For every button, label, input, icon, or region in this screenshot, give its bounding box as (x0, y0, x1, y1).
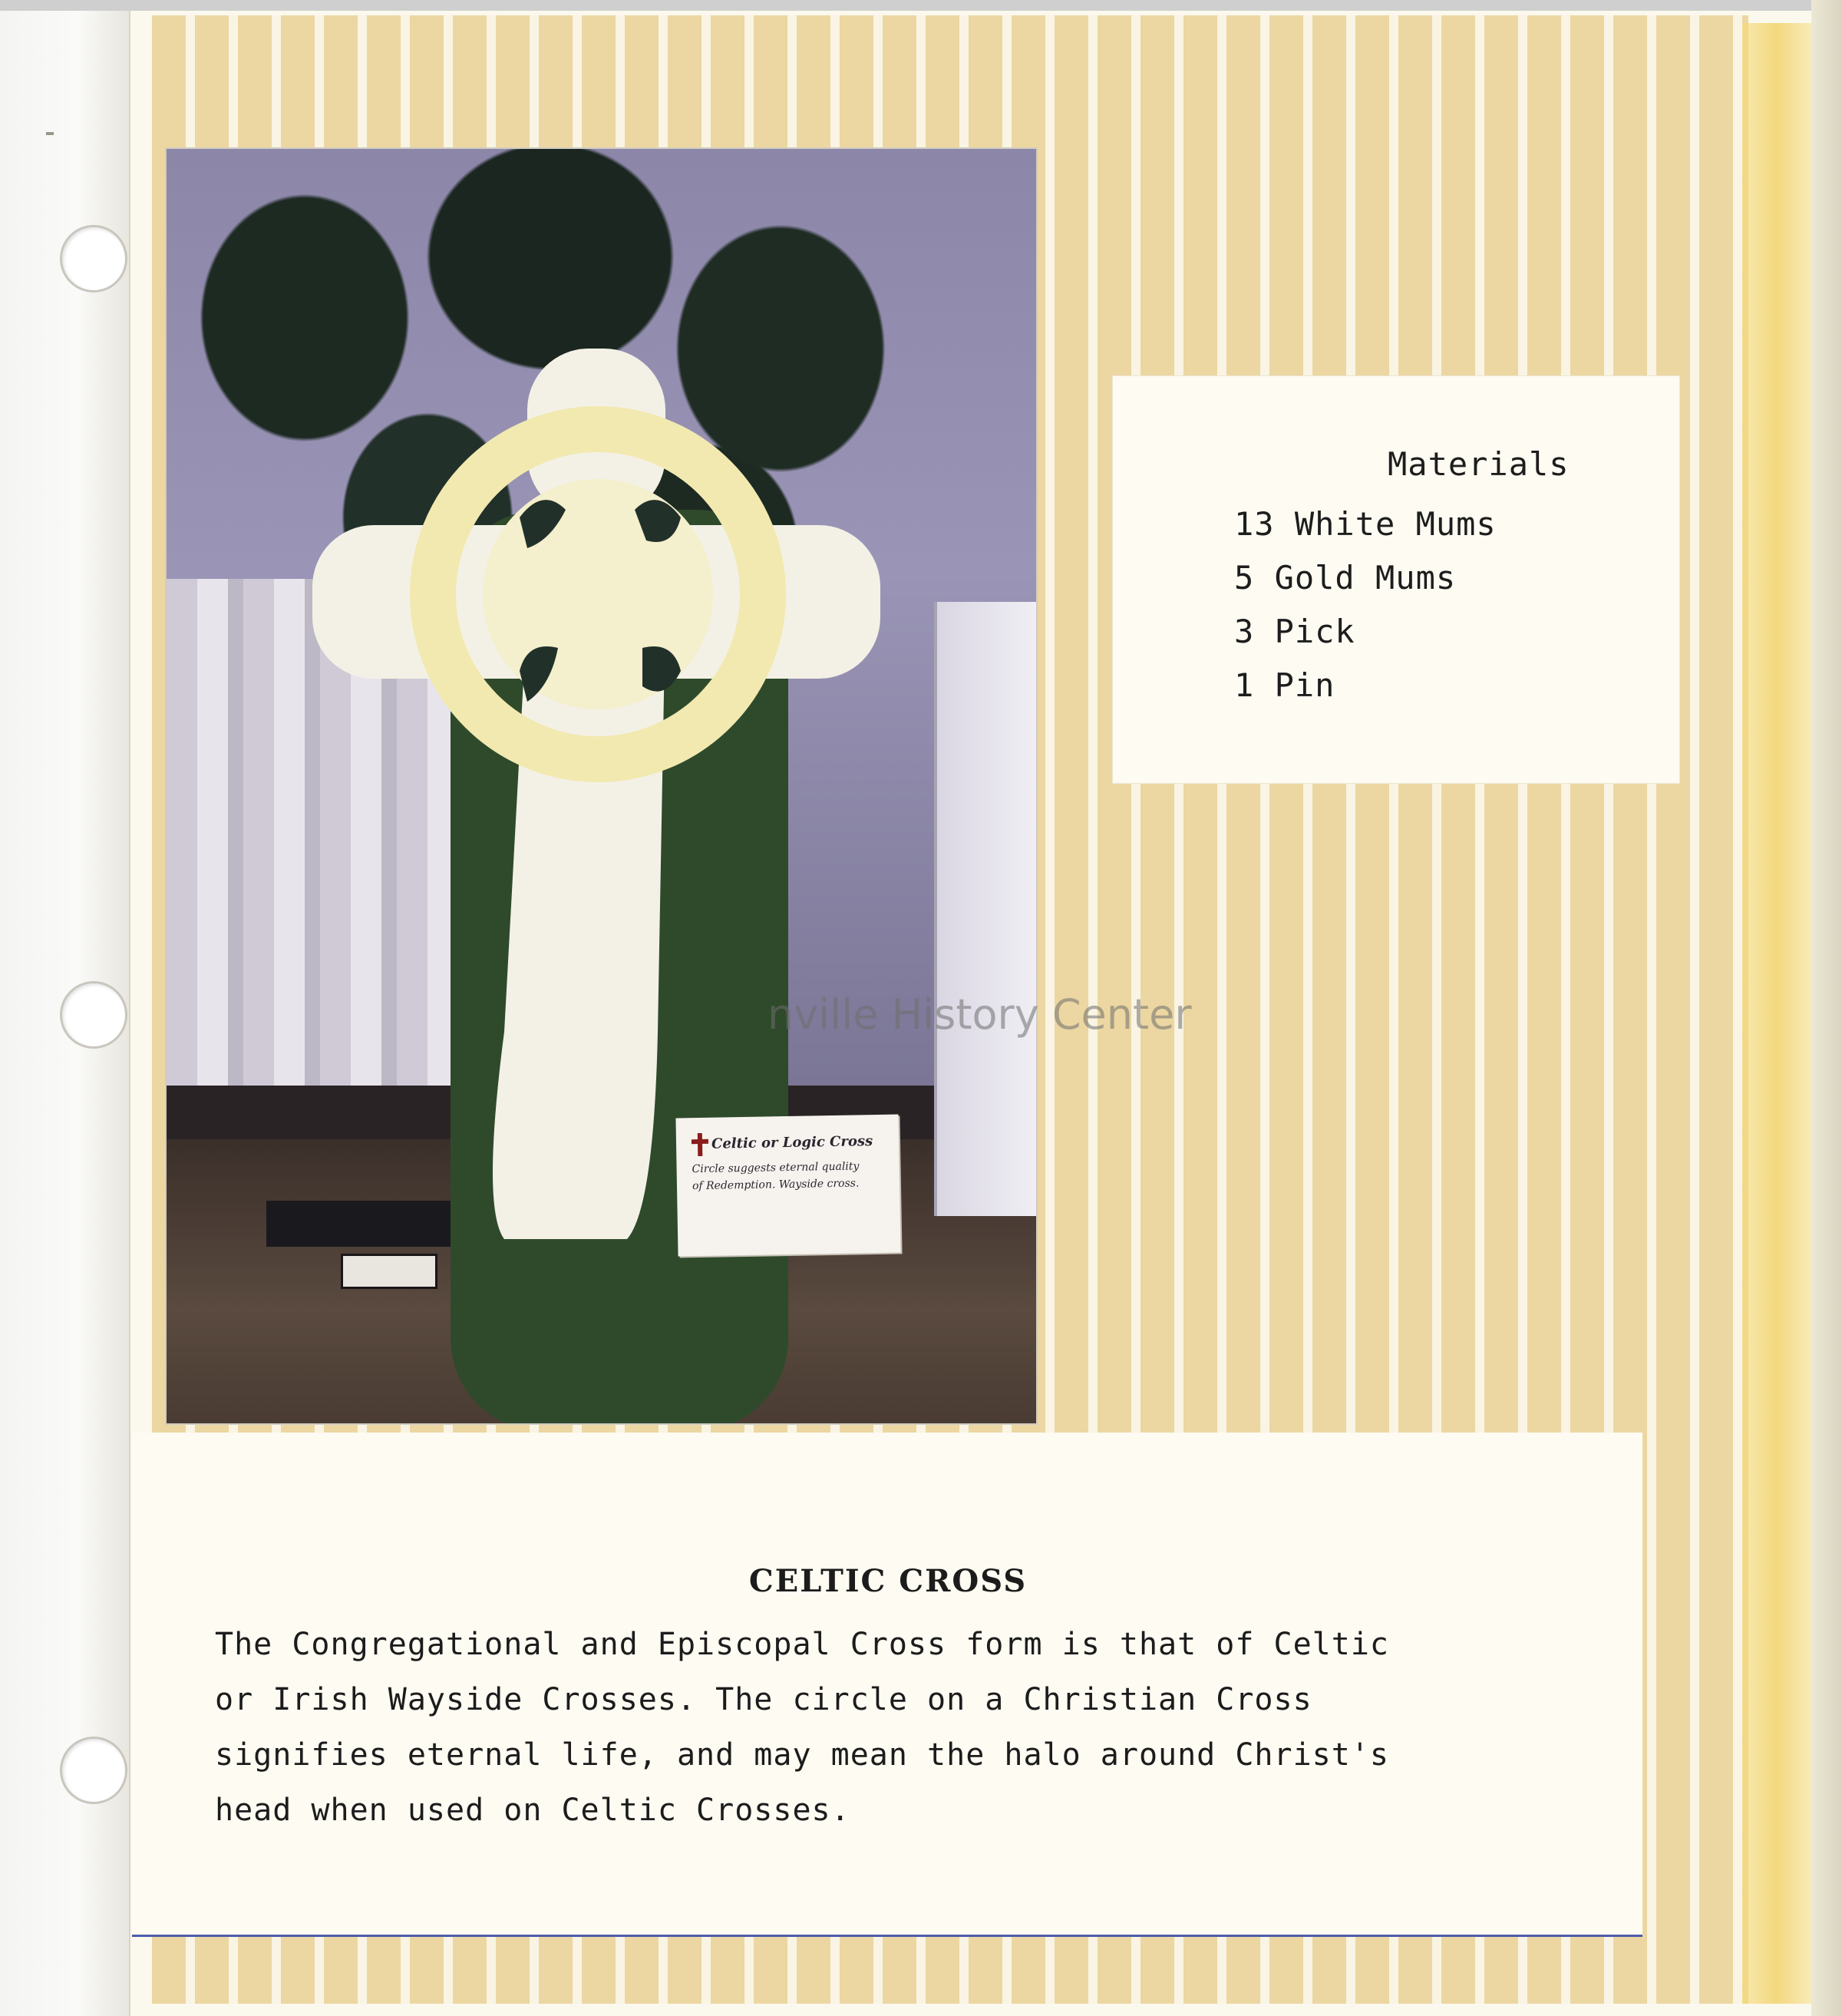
materials-item: 3 Pick (1234, 613, 1355, 650)
materials-item: 13 White Mums (1234, 505, 1497, 543)
binder-hole-bottom (60, 1737, 127, 1804)
materials-list (1234, 497, 1497, 712)
sign-title (692, 1130, 886, 1156)
floral-cross-icon (167, 149, 1036, 1423)
materials-title: Materials (1388, 445, 1570, 483)
caption-line: signifies eternal life, and may mean the halo around Christ's (215, 1737, 1390, 1773)
caption-line: or Irish Wayside Crosses. The circle on a Christian Cross (215, 1682, 1312, 1717)
binder-hole-top (60, 225, 127, 292)
materials-item: 1 Pin (1234, 666, 1335, 704)
top-edge (0, 0, 1842, 11)
binder-hole-middle (60, 981, 127, 1049)
materials-card (1113, 376, 1679, 783)
caption-line: head when used on Celtic Crosses. (215, 1793, 850, 1828)
sign-title-text: Celtic or Logic Cross (711, 1133, 873, 1152)
sign-body (692, 1158, 887, 1195)
cross-display-sign (675, 1114, 900, 1256)
caption-line: The Congregational and Episcopal Cross form is that of Celtic (215, 1627, 1390, 1662)
caption-title: CELTIC CROSS (748, 1563, 1028, 1599)
small-plaque (343, 1256, 435, 1287)
yellow-tape (1742, 23, 1811, 2004)
watermark: nville History Center (768, 990, 1192, 1039)
sign-line-1: Circle suggests eternal quality (692, 1160, 860, 1176)
materials-item: 5 Gold Mums (1234, 559, 1457, 597)
caption-card (132, 1433, 1642, 1937)
sign-line-2: of Redemption. Wayside cross. (692, 1177, 860, 1193)
red-cross-icon (692, 1133, 709, 1156)
caption-body (215, 1617, 1642, 1838)
right-edge (1811, 0, 1842, 2016)
celtic-cross-photo (167, 149, 1036, 1423)
corner-mark (46, 132, 54, 135)
